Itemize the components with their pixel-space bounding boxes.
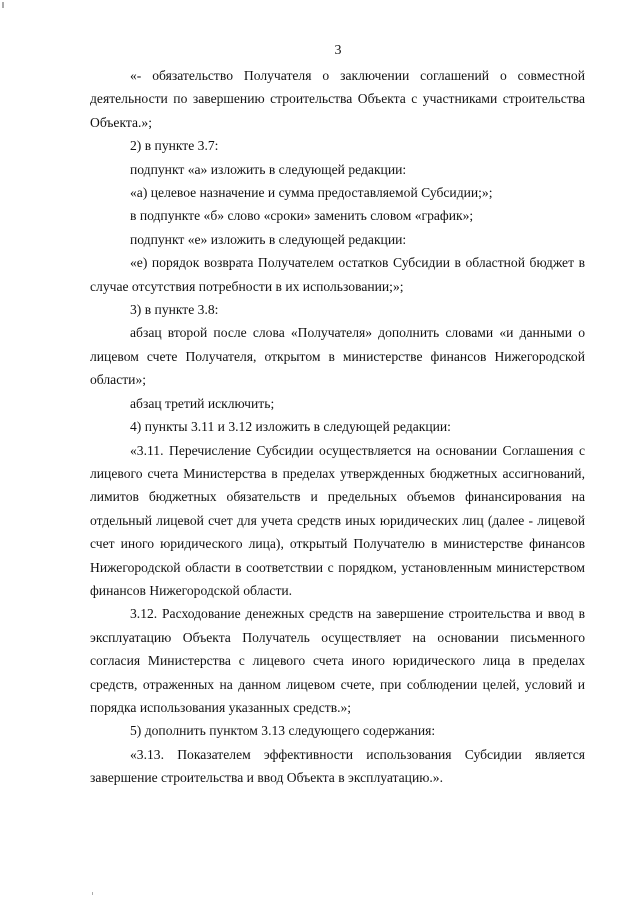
- paragraph: «- обязательство Получателя о заключении соглашений о совместной деятельности по завершению строительства Объекта с участниками строительства Объекта.»;: [90, 68, 585, 130]
- paragraph: 2) в пункте 3.7:: [130, 138, 219, 154]
- paragraph: «е) порядок возврата Получателем остатков Субсидии в областной бюджет в случае отсутствия потребности в их использовании;»;: [90, 255, 585, 294]
- scan-mark: [2, 2, 4, 8]
- scan-mark: [92, 892, 93, 895]
- paragraph: «3.13. Показателем эффективности использования Субсидии является завершение строительства и ввод Объекта в эксплуатацию.».: [90, 746, 585, 786]
- document-body: [90, 64, 585, 790]
- paragraph: 3.12. Расходование денежных средств на завершение строительства и ввод в эксплуатацию Объекта Получатель осуществляет на основании письменного согласия Министерства с лицевого счета иного юридического лица в пределах средств, отраженных на данном лицевом счете, при соблюдении целей, условий и порядка использования указанных средств.»;: [90, 606, 585, 715]
- paragraph: 4) пункты 3.11 и 3.12 изложить в следующей редакции:: [130, 419, 451, 435]
- paragraph: подпункт «а» изложить в следующей редакции:: [130, 161, 407, 177]
- paragraph: в подпункте «б» слово «сроки» заменить словом «график»;: [130, 208, 474, 224]
- paragraph: 3) в пункте 3.8:: [130, 302, 219, 318]
- paragraph: «а) целевое назначение и сумма предоставляемой Субсидии;»;: [130, 185, 493, 201]
- paragraph: абзац третий исключить;: [130, 395, 275, 411]
- paragraph: абзац второй после слова «Получателя» дополнить словами «и данными о лицевом счете Получателя, открытом в министерстве финансов Нижегородской области»;: [90, 325, 585, 388]
- page-number: 3: [334, 43, 342, 58]
- paragraph: подпункт «е» изложить в следующей редакции:: [130, 231, 407, 247]
- paragraph: «3.11. Перечисление Субсидии осуществляется на основании Соглашения с лицевого счета Министерства в пределах утвержденных бюджетных ассигнований, лимитов бюджетных обязательств и предельных объемов финансирования на отдельный лицевой счет для учета средств иных юридических лиц (далее - лицевой счет иного юридического лица), открытый Получателю в министерстве финансов Нижегородской области в соответствии с порядком, установленным министерством финансов Нижегородской области.: [90, 442, 585, 598]
- paragraph: 5) дополнить пунктом 3.13 следующего содержания:: [130, 723, 436, 739]
